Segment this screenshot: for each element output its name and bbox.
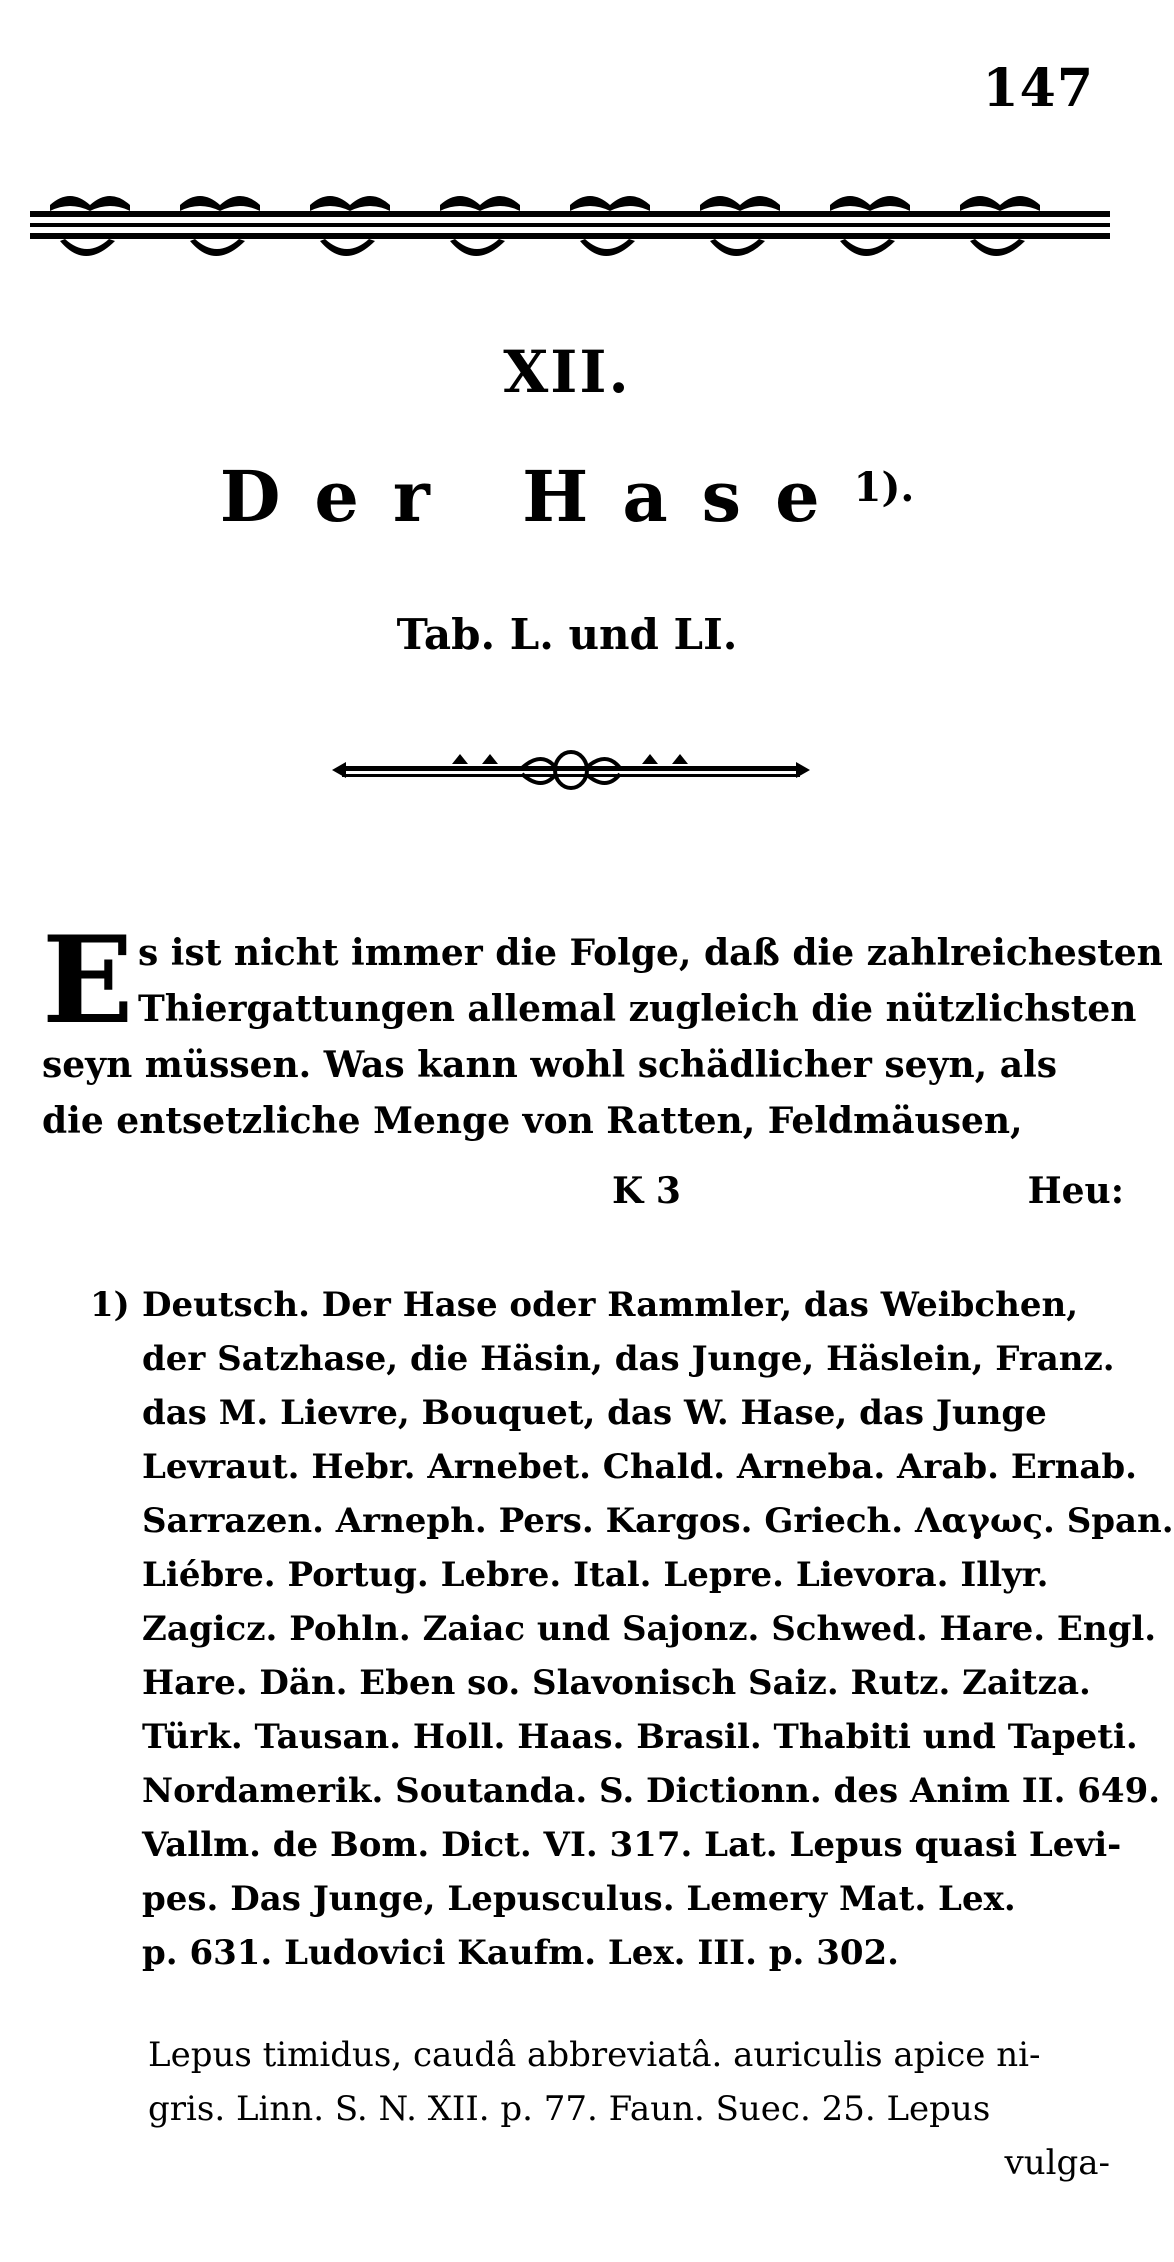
- body-line: s ist nicht immer die Folge, daß die zahlreichesten: [138, 932, 1163, 974]
- footnote-line: der Satzhase, die Häsin, das Junge, Häslein, Franz.: [142, 1339, 1115, 1379]
- footnote-reference: 1).: [853, 464, 915, 511]
- chapter-number: XII.: [503, 338, 631, 406]
- body-paragraph: [42, 910, 1163, 1149]
- drop-cap: E: [42, 910, 134, 1051]
- chapter-title-text: Der Hase: [219, 455, 854, 538]
- citation-line: Lepus timidus, caudâ abbreviatâ. auriculis apice ni-: [148, 2035, 1041, 2075]
- top-ornament-band: [30, 185, 1110, 275]
- citation-line: gris. Linn. S. N. XII. p. 77. Faun. Suec. 25. Lepus: [148, 2089, 991, 2129]
- page-number: 147: [982, 58, 1094, 119]
- footnote-line: Nordamerik. Soutanda. S. Dictionn. des Anim II. 649.: [142, 1771, 1161, 1811]
- signature-mark: K 3: [612, 1170, 681, 1212]
- footnote-line: Hare. Dän. Eben so. Slavonisch Saiz. Rutz. Zaitza.: [142, 1663, 1091, 1703]
- footnote: [90, 1278, 1174, 1980]
- footnote-line: Vallm. de Bom. Dict. VI. 317. Lat. Lepus quasi Levi-: [142, 1825, 1122, 1865]
- footnote-line: Levraut. Hebr. Arnebet. Chald. Arneba. Arab. Ernab.: [142, 1447, 1138, 1487]
- body-line: Thiergattungen allemal zugleich die nützlichsten: [138, 988, 1137, 1030]
- divider-ornament: [332, 744, 810, 794]
- body-line: die entsetzliche Menge von Ratten, Feldmäusen,: [42, 1100, 1023, 1142]
- footnote-line: Sarrazen. Arneph. Pers. Kargos. Griech. Λαγως. Span.: [142, 1501, 1174, 1541]
- footnote-line: Türk. Tausan. Holl. Haas. Brasil. Thabiti und Tapeti.: [142, 1717, 1138, 1757]
- footnote-line: Liébre. Portug. Lebre. Ital. Lepre. Lievora. Illyr.: [142, 1555, 1049, 1595]
- footnote-mark: 1): [90, 1285, 130, 1325]
- plate-reference: Tab. L. und LI.: [396, 610, 738, 659]
- catchword: Heu:: [1027, 1170, 1124, 1212]
- footnote-line: pes. Das Junge, Lepusculus. Lemery Mat. Lex.: [142, 1879, 1016, 1919]
- footnote-line: p. 631. Ludovici Kaufm. Lex. III. p. 302.: [142, 1933, 899, 1973]
- body-line: seyn müssen. Was kann wohl schädlicher seyn, als: [42, 1044, 1058, 1086]
- citation-catchword: vulga-: [1004, 2143, 1110, 2183]
- linnaeus-citation: [148, 2028, 1138, 2190]
- footnote-line-text: Deutsch. Der Hase oder Rammler, das Weibchen,: [142, 1285, 1079, 1325]
- footnote-line: das M. Lievre, Bouquet, das W. Hase, das Junge: [142, 1393, 1047, 1433]
- footnote-line: [90, 1278, 1140, 1332]
- footnote-line: Zagicz. Pohln. Zaiac und Sajonz. Schwed. Hare. Engl.: [142, 1609, 1157, 1649]
- page-footer-line: [0, 1170, 1134, 1220]
- chapter-title: [0, 455, 1134, 538]
